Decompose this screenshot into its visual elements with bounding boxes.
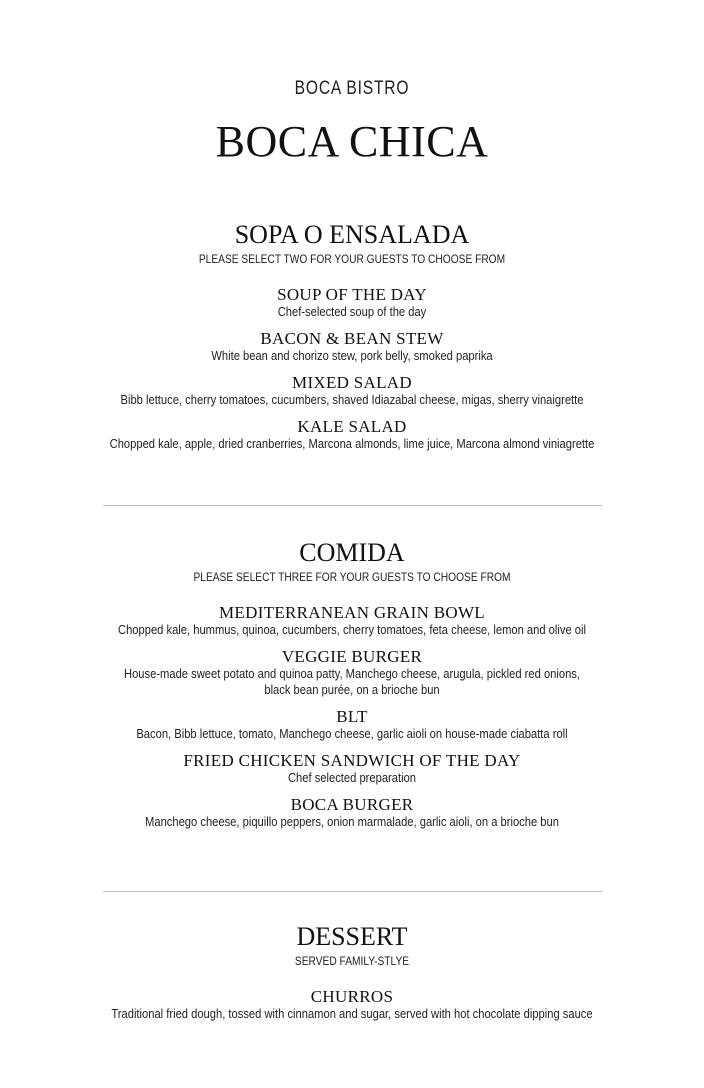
item-name: VEGGIE BURGER: [281, 647, 423, 666]
item-description: Traditional fried dough, tossed with cinnamon and sugar, served with hot chocolate dipping sauce: [111, 1006, 593, 1021]
menu-item: [0, 417, 704, 452]
item-name: KALE SALAD: [297, 417, 407, 436]
item-name: SOUP OF THE DAY: [277, 285, 427, 304]
item-description: Chopped kale, apple, dried cranberries, Marcona almonds, lime juice, Marcona almond viniagrette: [109, 436, 595, 451]
item-name: FRIED CHICKEN SANDWICH OF THE DAY: [183, 751, 521, 770]
menu-item: [0, 707, 704, 742]
section-sopa-o-ensalada: [0, 220, 704, 461]
section-note: SERVED FAMILY-STLYE: [294, 954, 410, 968]
menu-title: BOCA CHICA: [215, 117, 489, 166]
section-divider: [103, 891, 602, 892]
item-name: BOCA BURGER: [290, 795, 414, 814]
item-description: White bean and chorizo stew, pork belly, smoked paprika: [211, 348, 493, 363]
section-dessert: [0, 922, 704, 1031]
item-name: MEDITERRANEAN GRAIN BOWL: [219, 603, 485, 622]
menu-item: [0, 373, 704, 408]
item-description: House-made sweet potato and quinoa patty, Manchego cheese, arugula, pickled red onions, black bean purée, on a brioche bun: [124, 666, 580, 697]
item-description: Chef selected preparation: [287, 770, 417, 785]
menu-item: [0, 751, 704, 786]
item-description: Manchego cheese, piquillo peppers, onion marmalade, garlic aioli, on a brioche bun: [145, 814, 559, 829]
menu-item: [0, 603, 704, 638]
item-name: BLT: [336, 707, 368, 726]
item-description: Chopped kale, hummus, quinoa, cucumbers, cherry tomatoes, feta cheese, lemon and olive oil: [118, 622, 586, 637]
section-note: PLEASE SELECT TWO FOR YOUR GUESTS TO CHOOSE FROM: [198, 252, 506, 266]
item-description: Bibb lettuce, cherry tomatoes, cucumbers, shaved Idiazabal cheese, migas, sherry vinaigrette: [120, 392, 584, 407]
menu-item: [0, 987, 704, 1022]
section-heading: COMIDA: [299, 538, 405, 567]
menu-item: [0, 795, 704, 830]
restaurant-brand: BOCA BISTRO: [294, 78, 410, 99]
menu-item: [0, 647, 704, 698]
item-name: MIXED SALAD: [292, 373, 412, 392]
section-heading: DESSERT: [296, 922, 408, 951]
item-description: Chef-selected soup of the day: [277, 304, 427, 319]
section-note: PLEASE SELECT THREE FOR YOUR GUESTS TO CHOOSE FROM: [193, 570, 511, 584]
section-comida: [0, 538, 704, 839]
section-divider: [103, 505, 602, 506]
item-name: CHURROS: [310, 987, 394, 1006]
menu-item: [0, 329, 704, 364]
item-description: Bacon, Bibb lettuce, tomato, Manchego cheese, garlic aioli on house-made ciabatta roll: [136, 726, 568, 741]
item-name: BACON & BEAN STEW: [260, 329, 444, 348]
section-heading: SOPA O ENSALADA: [234, 220, 470, 249]
menu-item: [0, 285, 704, 320]
